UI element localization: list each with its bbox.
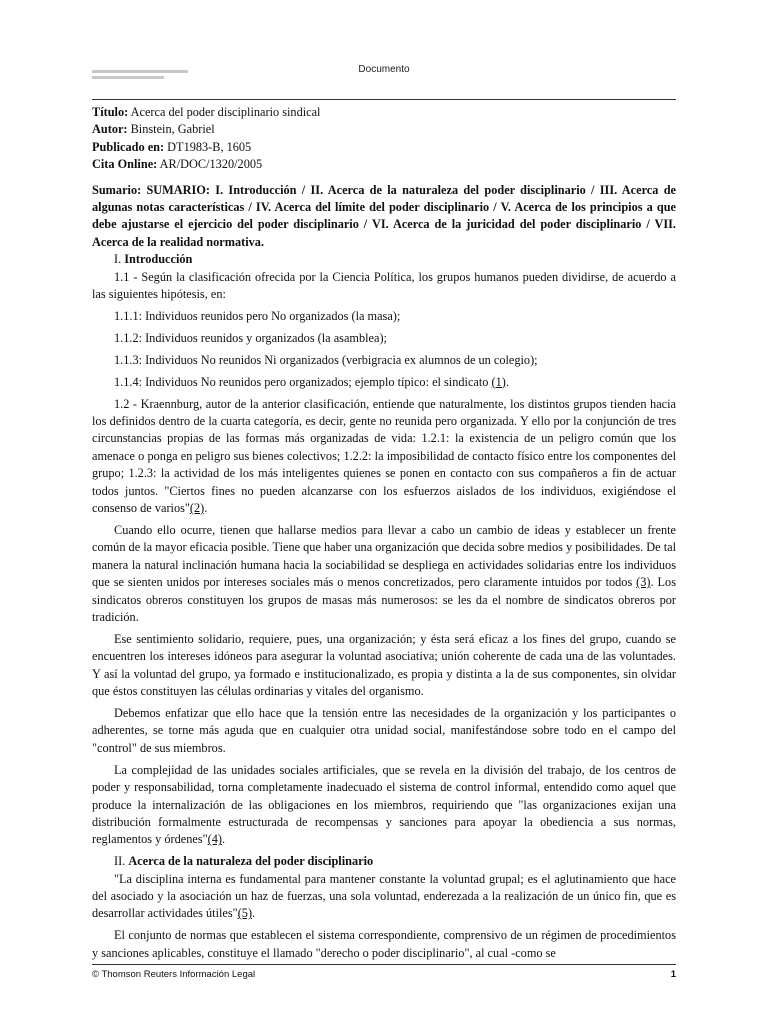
paragraph-text: . — [505, 374, 509, 389]
section-heading-1 — [92, 251, 676, 268]
paragraph — [92, 374, 676, 391]
paragraph — [92, 522, 676, 626]
meta-published — [92, 139, 676, 156]
paragraph-text: "La disciplina interna es fundamental para mantener constante la voluntad grupal; es el aglutinamiento que hace del asociado y la asociación un haz de fuerzas, una sola voluntad, enderezada a la realización de un único fin, que es desarrollar actividades útiles" — [92, 871, 676, 921]
document-label: Documento — [358, 64, 410, 75]
page-header — [92, 62, 676, 102]
paragraph — [92, 762, 676, 849]
paragraph-text: 1.1.4: Individuos No reunidos pero organizados; ejemplo típico: el sindicato — [114, 374, 492, 389]
meta-author-value: Binstein, Gabriel — [130, 122, 215, 137]
meta-title — [92, 104, 676, 121]
meta-published-label: Publicado en: — [92, 139, 165, 154]
paragraph: 1.1.3: Individuos No reunidos Ni organizados (verbigracia ex alumnos de un colegio); — [114, 352, 538, 367]
page-number: 1 — [670, 969, 676, 980]
meta-cite — [92, 156, 676, 173]
paragraph: El conjunto de normas que establecen el sistema correspondiente, comprensivo de un régimen de procedimientos y sanciones aplicables, constituye el llamado "derecho o poder disciplinario", al cual -como se — [92, 928, 676, 960]
paragraph: 1.1.1: Individuos reunidos pero No organizados (la masa); — [114, 308, 401, 323]
paragraph: 1.1 - Según la clasificación ofrecida por la Ciencia Política, los grupos humanos pueden dividirse, de acuerdo a las siguientes hipótesis, en: — [92, 269, 676, 302]
paragraph-text: . — [222, 832, 226, 847]
header-divider — [92, 99, 676, 100]
meta-author — [92, 121, 676, 138]
paragraph-text: La complejidad de las unidades sociales artificiales, que se revela en la división del trabajo, de los centros de poder y responsabilidad, torna completamente inadecuado el sistema de control informal, entendido como aquel que produce la internalización de las obligaciones en los miembros, requiriendo que "las organizaciones exijan una distribución formalmente estructurada de recompensas y sanciones para apoyar la obediencia a sus normas, reglamentos y órdenes" — [92, 762, 676, 847]
document-metadata — [92, 104, 676, 174]
section-number: I. — [114, 252, 122, 267]
section-number: II. — [114, 854, 126, 869]
meta-author-label: Autor: — [92, 122, 128, 137]
paragraph-text: Cuando ello ocurre, tienen que hallarse medios para llevar a cabo un cambio de ideas y establecer un frente común de la mayor eficacia posible. Tiene que haber una organización que decida sobre medios y posibilidades. De tal manera la natural inclinación humana hacia la sociabilidad se despliega en actividades solidarias entre los individuos que se sienten unidos por intereses sociales más o menos concretizados, pero claramente intuidos por todos — [92, 522, 676, 590]
footnote-link[interactable]: (5) — [237, 906, 253, 921]
paragraph-text: . Los sindicatos obreros constituyen los grupos de masas más numerosos: se les da el nombre de sindicatos obreros por tradición. — [92, 575, 676, 624]
meta-cite-label: Cita Online: — [92, 157, 158, 172]
section-title: Acerca de la naturaleza del poder disciplinario — [128, 854, 374, 869]
section-heading-2 — [92, 853, 676, 870]
meta-cite-value: AR/DOC/1320/2005 — [159, 157, 263, 172]
paragraph: 1.1.2: Individuos reunidos y organizados (la asamblea); — [114, 330, 387, 345]
footnote-link[interactable]: (1) — [491, 374, 506, 389]
copyright: © Thomson Reuters Información Legal — [92, 969, 256, 980]
paragraph-text: . — [204, 501, 208, 516]
paragraph: Ese sentimiento solidario, requiere, pues, una organización; y ésta será eficaz a los fines del grupo, cuando se encuentren los intereses idóneos para asegurar la voluntad asociativa; unión coherente de cada una de las voluntades. Y así la voluntad del grupo, ya formado e institucionalizado, es propia y distinta a la de sus componentes, sin olvidar que éstos constituyen las células ordinarias y vitales del organismo. — [92, 631, 676, 699]
paragraph — [92, 871, 676, 923]
section-title: Introducción — [124, 252, 193, 267]
footnote-link[interactable]: (4) — [207, 832, 222, 847]
paragraph-text: 1.2 - Kraennburg, autor de la anterior clasificación, entiende que naturalmente, los distintos grupos tienden hacia los definidos dentro de la cuarta categoría, es decir, gente no reunida pero organizada. Y ello por la conjunción de tres circunstancias propias de las formas más organizadas de vida: 1.2.1: la existencia de un peligro común que los amenace o ponga en peligro sus bienes colectivos; 1.2.2: la imposibilidad de contacto físico entre los componentes del grupo; 1.2.3: la actividad de los más inteligentes quienes se ponen en contacto con sus compañeros a fin de actuar todos juntos. "Ciertos fines no pueden alcanzarse con los esfuerzos aislados de los individuos, exigiéndose el consenso de varios" — [92, 396, 676, 516]
document-body — [92, 104, 676, 967]
meta-published-value: DT1983-B, 1605 — [167, 139, 252, 154]
paragraph-text: . — [252, 906, 256, 921]
page-footer — [92, 964, 676, 980]
footnote-link[interactable]: (3) — [636, 575, 651, 590]
footer-divider — [92, 964, 676, 965]
summary: Sumario: SUMARIO: I. Introducción / II. Acerca de la naturaleza del poder disciplinario / III. Acerca de algunas notas características / IV. Acerca del límite del poder disciplinario / V. Acerca de los principios a que debe ajustarse el ejercicio del poder disciplinario / VI. Acerca de la juricidad del poder disciplinario / VII. Acerca de la realidad normativa. — [92, 182, 676, 249]
meta-title-label: Título: — [92, 105, 129, 119]
paragraph — [92, 396, 676, 518]
footnote-link[interactable]: (2) — [189, 501, 205, 516]
meta-title-value: Acerca del poder disciplinario sindical — [130, 105, 321, 119]
paragraph: Debemos enfatizar que ello hace que la tensión entre las necesidades de la organización y los participantes o adherentes, se torne más aguda que en cualquier otra unidad social, manifestándose sobre todo en el campo del "control" de sus miembros. — [92, 706, 676, 755]
